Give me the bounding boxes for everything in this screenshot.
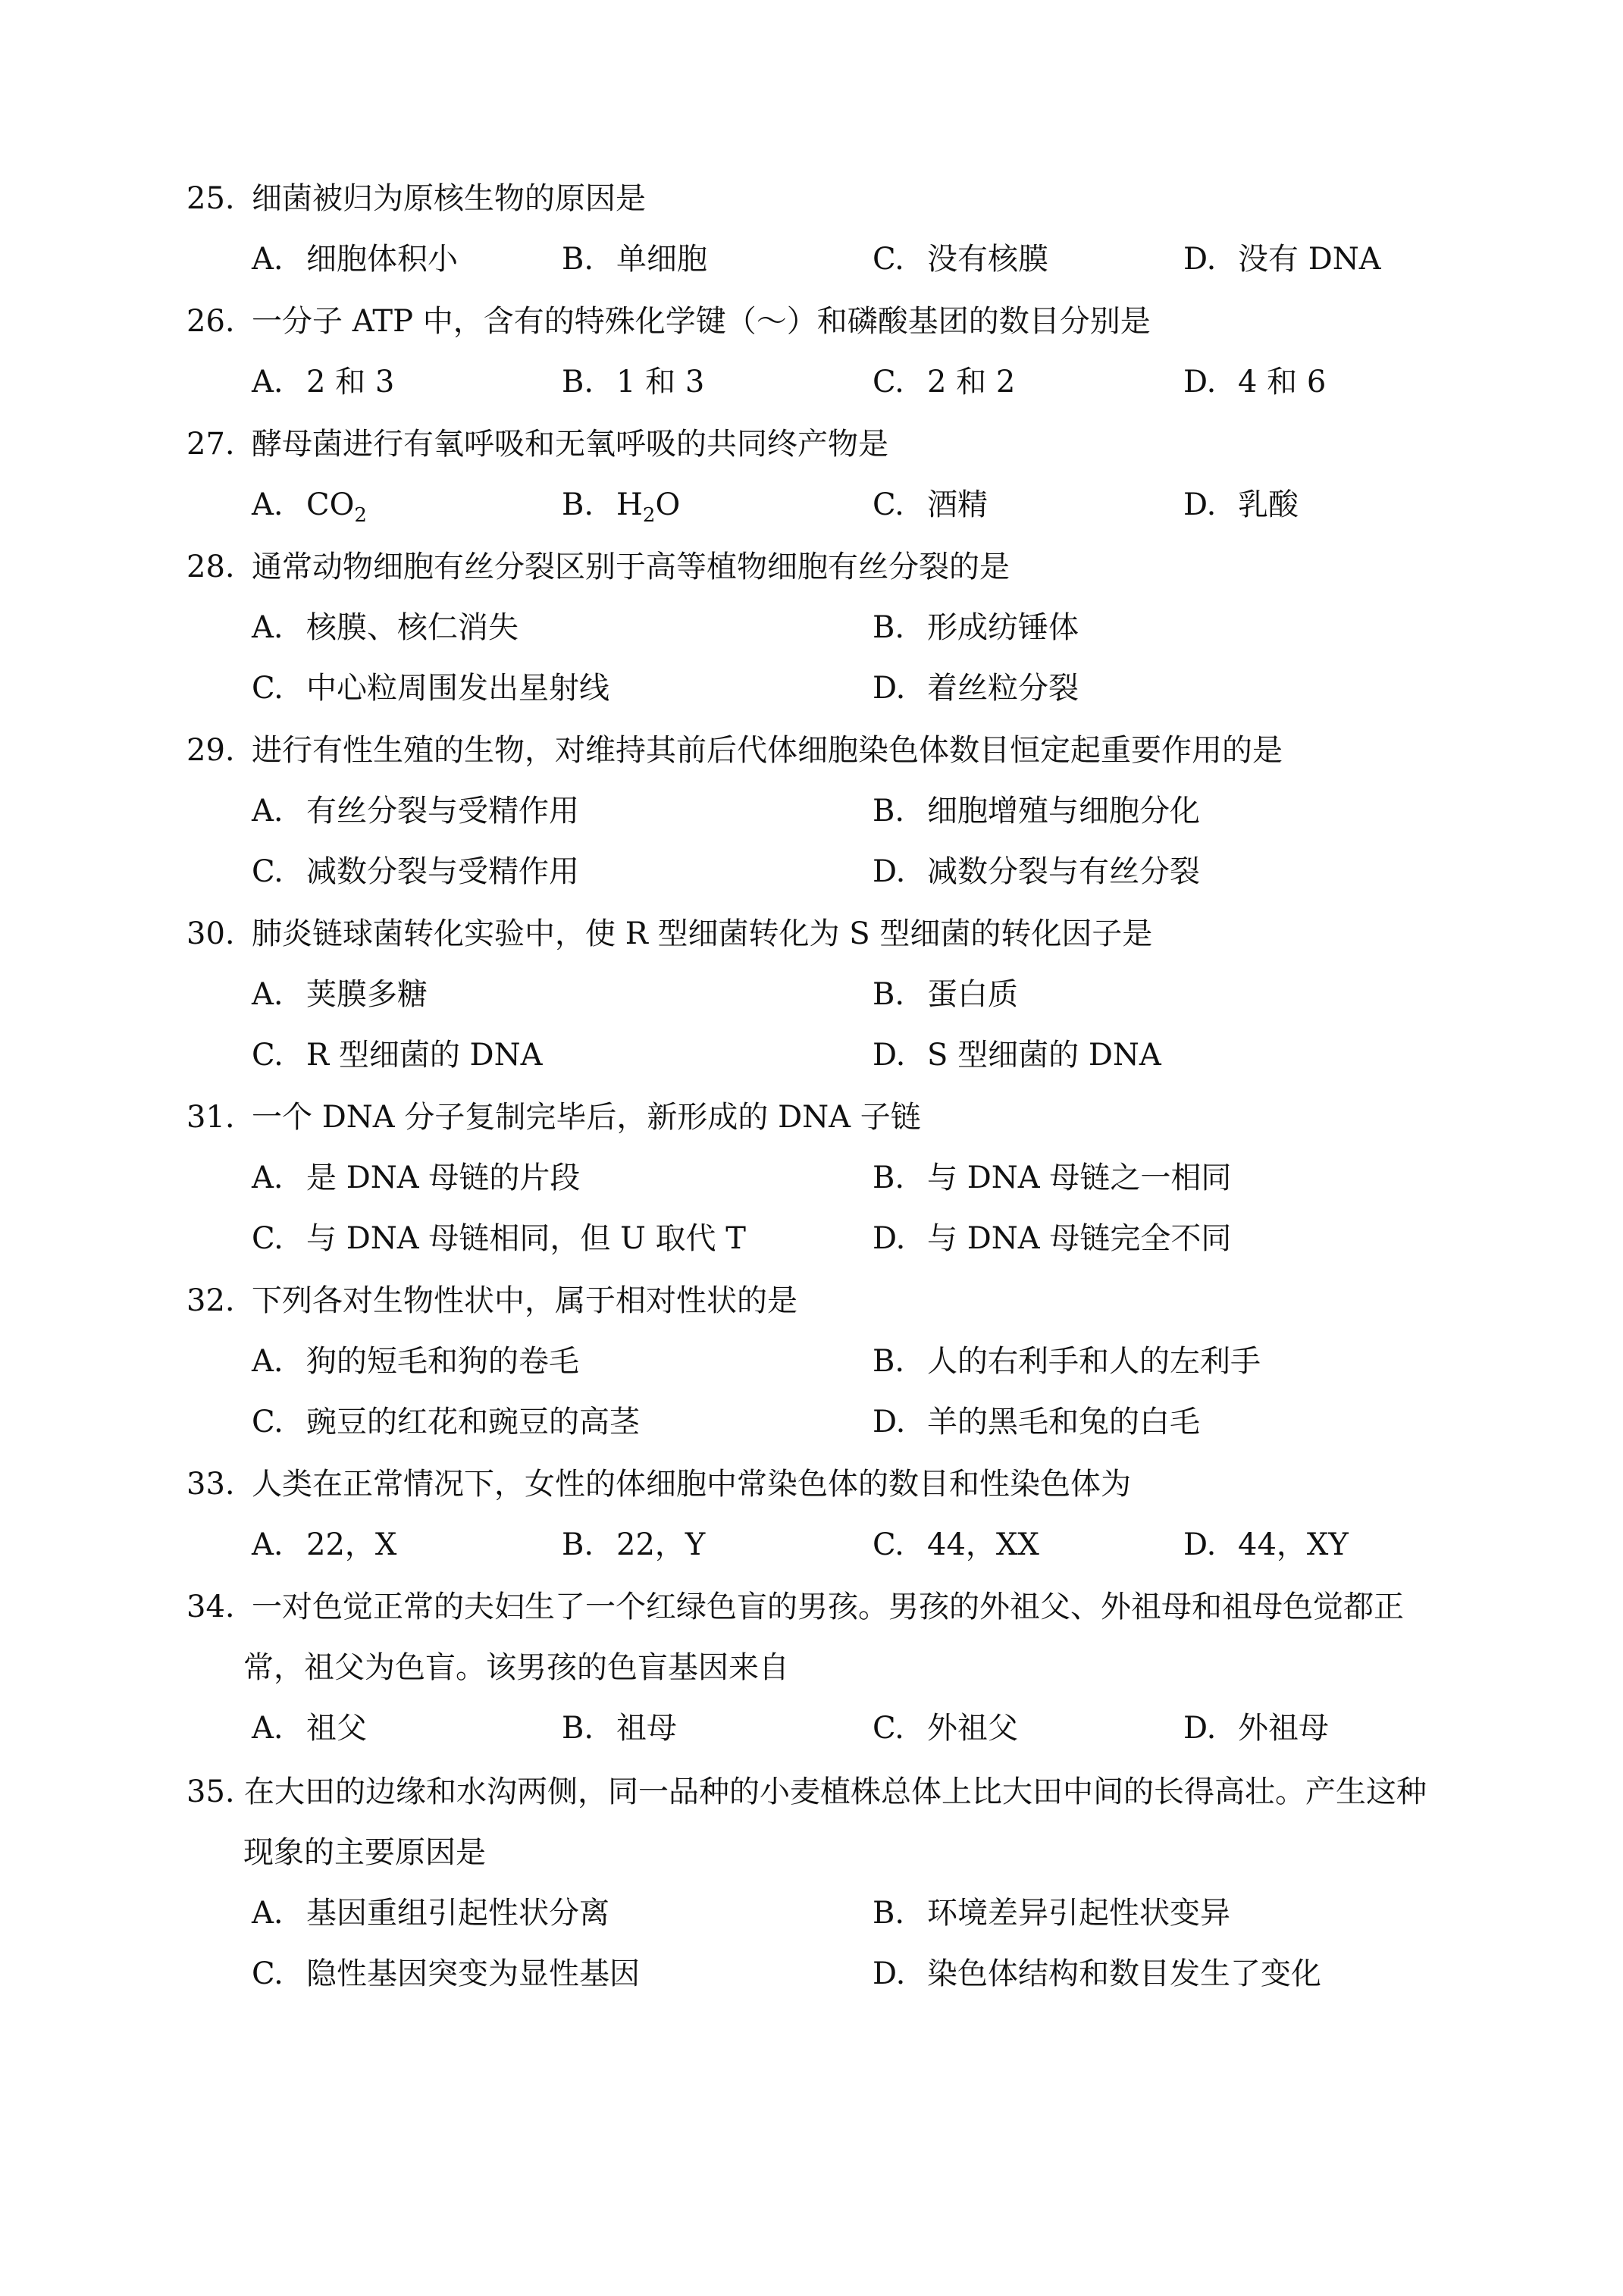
option-label: B.	[562, 365, 594, 399]
option-label: D.	[873, 1038, 906, 1073]
option-d	[1183, 352, 1326, 412]
option-c	[873, 1698, 1018, 1759]
options-row	[186, 597, 1521, 658]
option-label: D.	[1183, 365, 1217, 399]
option-b	[562, 1514, 705, 1575]
option-text: H	[616, 487, 643, 522]
option-label: C.	[252, 854, 284, 889]
option-b	[873, 1883, 1230, 1944]
question-number: 33.	[186, 1467, 235, 1502]
option-text: 细胞体积小	[306, 242, 458, 277]
option-text: 有丝分裂与受精作用	[306, 794, 579, 829]
options-row	[186, 352, 1521, 412]
option-b	[562, 352, 704, 412]
option-text: 与 DNA 母链相同，但 U 取代 T	[306, 1221, 746, 1256]
option-label: B.	[873, 794, 905, 829]
option-label: A.	[252, 977, 284, 1012]
options-row	[186, 1944, 1521, 2004]
option-d	[1183, 475, 1299, 535]
question-stem	[186, 1270, 1521, 1331]
question-text: 人类在正常情况下，女性的体细胞中常染色体的数目和性染色体为	[252, 1467, 1131, 1502]
option-label: B.	[873, 1344, 905, 1379]
option-text: 外祖母	[1238, 1711, 1329, 1746]
question-text: 一分子 ATP 中，含有的特殊化学键（～）和磷酸基团的数目分别是	[252, 304, 1151, 339]
question-stem	[186, 720, 1521, 781]
option-label: C.	[873, 1711, 904, 1746]
options-row	[186, 1883, 1521, 1944]
option-c	[252, 1025, 543, 1085]
option-b	[562, 229, 707, 290]
question-number: 30.	[186, 916, 235, 951]
option-c	[873, 1514, 1039, 1575]
option-text: 单细胞	[616, 242, 707, 277]
option-d	[873, 1208, 1231, 1269]
option-text: 隐性基因突变为显性基因	[306, 1956, 640, 1991]
option-text: 44，XX	[927, 1527, 1039, 1562]
option-label: C.	[873, 242, 904, 277]
question-stem	[186, 1762, 1521, 1822]
options-row	[186, 1698, 1521, 1759]
question-stem	[186, 904, 1521, 964]
option-d	[873, 1944, 1321, 2004]
options-row	[186, 1208, 1521, 1269]
option-label: C.	[252, 1405, 284, 1439]
option-label: B.	[873, 1896, 905, 1931]
option-d	[1183, 229, 1381, 290]
option-label: B.	[562, 487, 594, 522]
option-text: 2 和 3	[306, 365, 395, 399]
option-label: A.	[252, 1711, 284, 1746]
question-number: 29.	[186, 733, 235, 768]
option-text: 祖母	[616, 1711, 677, 1746]
option-text: 外祖父	[927, 1711, 1018, 1746]
option-text: 荚膜多糖	[306, 977, 428, 1012]
option-text: 与 DNA 母链完全不同	[927, 1221, 1232, 1256]
option-text: 22，X	[306, 1527, 397, 1562]
option-text: S 型细菌的 DNA	[927, 1038, 1161, 1073]
option-label: B.	[873, 1161, 905, 1195]
options-row	[186, 229, 1521, 290]
option-label: A.	[252, 1161, 284, 1195]
option-label: A.	[252, 1527, 284, 1562]
option-text: 减数分裂与有丝分裂	[927, 854, 1200, 889]
options-row	[186, 1331, 1521, 1392]
option-label: D.	[873, 1405, 906, 1439]
question-stem	[186, 537, 1521, 597]
option-label: D.	[873, 854, 906, 889]
option-a	[252, 781, 579, 841]
option-text: 形成纺锤体	[927, 610, 1079, 645]
option-text: 着丝粒分裂	[927, 671, 1079, 706]
option-label: B.	[562, 1527, 594, 1562]
option-text: 羊的黑毛和兔的白毛	[927, 1405, 1200, 1439]
question-stem-continued: 常，祖父为色盲。该男孩的色盲基因来自	[243, 1650, 789, 1685]
option-a	[252, 1331, 579, 1392]
option-label: D.	[1183, 1711, 1217, 1746]
option-c	[873, 475, 988, 535]
option-text: R 型细菌的 DNA	[306, 1038, 543, 1073]
option-label: A.	[252, 242, 284, 277]
option-label: A.	[252, 1896, 284, 1931]
question-text: 细菌被归为原核生物的原因是	[252, 181, 646, 216]
option-text: 没有核膜	[927, 242, 1048, 277]
question-text: 通常动物细胞有丝分裂区别于高等植物细胞有丝分裂的是	[252, 550, 1010, 584]
option-b	[873, 964, 1018, 1025]
option-subscript: 2	[642, 504, 656, 527]
option-label: A.	[252, 365, 284, 399]
option-a	[252, 475, 367, 535]
options-row	[186, 1148, 1521, 1208]
option-label: B.	[562, 242, 594, 277]
options-row	[186, 781, 1521, 841]
option-text: 乳酸	[1238, 487, 1299, 522]
question-text: 酵母菌进行有氧呼吸和无氧呼吸的共同终产物是	[252, 427, 888, 462]
question-text: 进行有性生殖的生物，对维持其前后代体细胞染色体数目恒定起重要作用的是	[252, 733, 1283, 768]
option-c	[873, 352, 1015, 412]
question-text: 一对色觉正常的夫妇生了一个红绿色盲的男孩。男孩的外祖父、外祖母和祖母色觉都正	[252, 1590, 1404, 1624]
option-a	[252, 1514, 396, 1575]
options-row	[186, 964, 1521, 1025]
option-label: A.	[252, 487, 284, 522]
question-text: 一个 DNA 分子复制完毕后，新形成的 DNA 子链	[252, 1100, 921, 1135]
option-label: D.	[873, 1956, 906, 1991]
option-d	[1183, 1698, 1329, 1759]
option-text: 1 和 3	[616, 365, 705, 399]
option-label: B.	[562, 1711, 594, 1746]
question-stem	[186, 168, 1521, 229]
question-31	[186, 1087, 1521, 1269]
option-d	[873, 1025, 1161, 1085]
option-text: CO	[306, 487, 355, 522]
option-text: 祖父	[306, 1711, 367, 1746]
option-d	[873, 841, 1200, 902]
option-label: C.	[252, 1038, 284, 1073]
option-text: 减数分裂与受精作用	[306, 854, 579, 889]
option-text-suffix: O	[655, 487, 681, 522]
question-27	[186, 414, 1521, 535]
question-35	[186, 1762, 1521, 2004]
option-c	[873, 229, 1048, 290]
option-text: 豌豆的红花和豌豆的高茎	[306, 1405, 640, 1439]
option-label: C.	[252, 1221, 284, 1256]
option-text: 核膜、核仁消失	[306, 610, 519, 645]
question-stem	[186, 1454, 1521, 1514]
option-text: 是 DNA 母链的片段	[306, 1161, 581, 1195]
option-a	[252, 352, 394, 412]
option-a	[252, 229, 458, 290]
question-number: 35.	[186, 1774, 235, 1809]
option-text: 环境差异引起性状变异	[927, 1896, 1230, 1931]
option-label: B.	[873, 610, 905, 645]
option-text: 中心粒周围发出星射线	[306, 671, 609, 706]
option-a	[252, 1883, 609, 1944]
options-row	[186, 841, 1521, 902]
question-32	[186, 1270, 1521, 1452]
option-b	[562, 1698, 677, 1759]
question-number: 34.	[186, 1590, 235, 1624]
option-b	[873, 597, 1079, 658]
option-text: 染色体结构和数目发生了变化	[927, 1956, 1321, 1991]
option-label: C.	[873, 365, 904, 399]
question-33	[186, 1454, 1521, 1575]
option-c	[252, 1944, 640, 2004]
options-row	[186, 475, 1521, 535]
option-text: 蛋白质	[927, 977, 1018, 1012]
question-34	[186, 1577, 1521, 1759]
option-label: A.	[252, 1344, 284, 1379]
options-row	[186, 1392, 1521, 1452]
option-a	[252, 1148, 580, 1208]
option-text: 人的右利手和人的左利手	[927, 1344, 1261, 1379]
options-row	[186, 658, 1521, 719]
option-label: B.	[873, 977, 905, 1012]
option-c	[252, 1208, 746, 1269]
option-text: 与 DNA 母链之一相同	[927, 1161, 1232, 1195]
option-text: 基因重组引起性状分离	[306, 1896, 609, 1931]
option-text: 22，Y	[616, 1527, 706, 1562]
question-29	[186, 720, 1521, 902]
option-label: C.	[252, 1956, 284, 1991]
question-stem-continued: 现象的主要原因是	[243, 1835, 486, 1870]
option-text: 没有 DNA	[1238, 242, 1381, 277]
option-label: D.	[1183, 1527, 1217, 1562]
option-d	[1183, 1514, 1349, 1575]
option-label: D.	[1183, 242, 1217, 277]
question-stem	[186, 1577, 1521, 1637]
option-text: 2 和 2	[927, 365, 1016, 399]
option-label: A.	[252, 610, 284, 645]
option-b	[562, 475, 680, 535]
question-number: 32.	[186, 1283, 235, 1318]
option-c	[252, 658, 609, 719]
option-label: C.	[252, 671, 284, 706]
option-label: D.	[873, 671, 906, 706]
option-text: 狗的短毛和狗的卷毛	[306, 1344, 579, 1379]
option-b	[873, 1148, 1231, 1208]
question-30	[186, 904, 1521, 1085]
option-c	[252, 1392, 640, 1452]
question-text: 肺炎链球菌转化实验中，使 R 型细菌转化为 S 型细菌的转化因子是	[252, 916, 1153, 951]
option-b	[873, 1331, 1261, 1392]
option-label: D.	[873, 1221, 906, 1256]
option-label: C.	[873, 1527, 904, 1562]
option-text: 酒精	[927, 487, 988, 522]
question-number: 27.	[186, 427, 235, 462]
question-25	[186, 168, 1521, 290]
option-text: 44，XY	[1238, 1527, 1349, 1562]
question-stem	[186, 1087, 1521, 1148]
question-stem	[186, 414, 1521, 475]
question-number: 31.	[186, 1100, 235, 1135]
question-number: 25.	[186, 181, 235, 216]
option-a	[252, 1698, 367, 1759]
options-row	[186, 1514, 1521, 1575]
option-a	[252, 964, 428, 1025]
question-28	[186, 537, 1521, 719]
option-subscript: 2	[354, 504, 367, 527]
option-a	[252, 597, 519, 658]
option-d	[873, 1392, 1200, 1452]
option-label: D.	[1183, 487, 1217, 522]
option-d	[873, 658, 1079, 719]
option-c	[252, 841, 579, 902]
option-label: A.	[252, 794, 284, 829]
option-text: 4 和 6	[1238, 365, 1327, 399]
question-26	[186, 291, 1521, 412]
options-row	[186, 1025, 1521, 1085]
question-text: 在大田的边缘和水沟两侧，同一品种的小麦植株总体上比大田中间的长得高壮。产生这种	[244, 1774, 1427, 1809]
question-stem	[186, 291, 1521, 352]
option-label: C.	[873, 487, 904, 522]
option-b	[873, 781, 1200, 841]
question-number: 26.	[186, 304, 235, 339]
question-number: 28.	[186, 550, 235, 584]
question-text: 下列各对生物性状中，属于相对性状的是	[252, 1283, 797, 1318]
option-text: 细胞增殖与细胞分化	[927, 794, 1200, 829]
